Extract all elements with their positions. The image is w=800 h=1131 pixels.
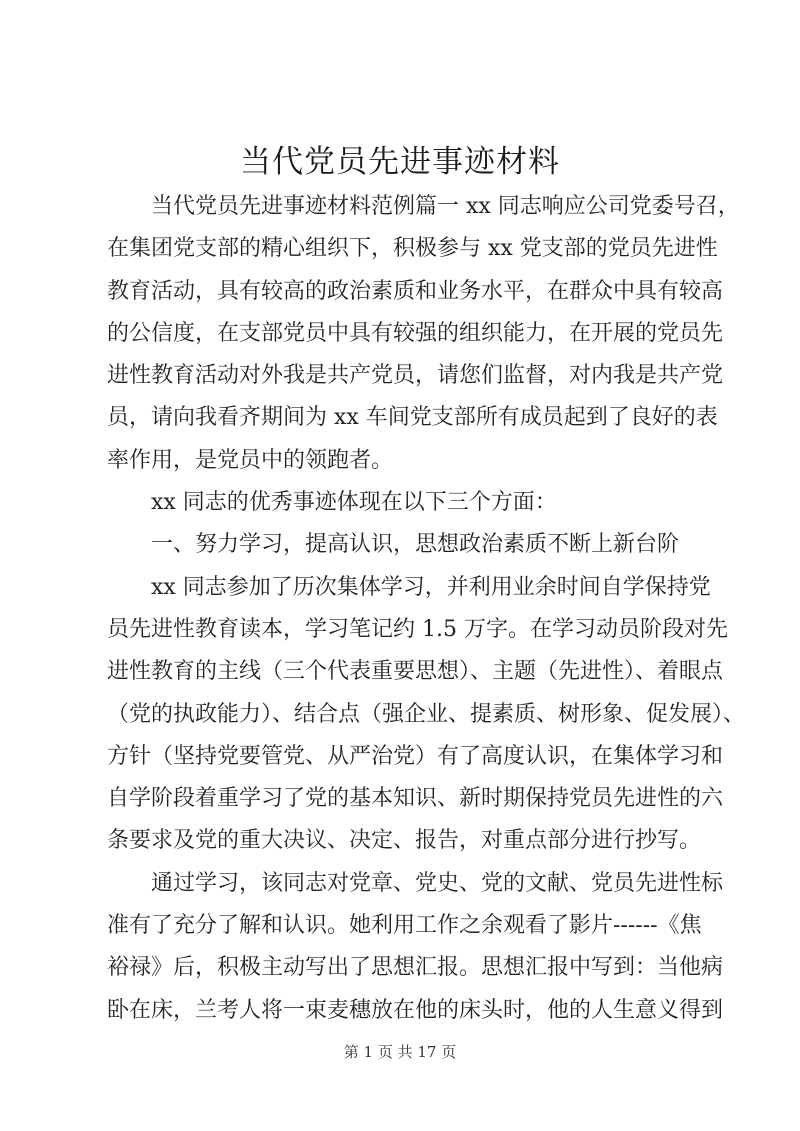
document-title: 当代党员先进事迹材料 bbox=[240, 144, 560, 180]
page-number-footer: 第 1 页 共 17 页 bbox=[343, 1043, 457, 1061]
paragraph-line: 员先进性教育读本，学习笔记约 1.5 万字。在学习动员阶段对先 bbox=[107, 616, 728, 642]
paragraph-line: xx 同志参加了历次集体学习，并利用业余时间自学保持党 bbox=[151, 574, 711, 600]
section-heading: 一、努力学习，提高认识，思想政治素质不断上新台阶 bbox=[151, 532, 680, 558]
paragraph-line: xx 同志的优秀事迹体现在以下三个方面： bbox=[151, 490, 557, 516]
paragraph-line: 自学阶段着重学习了党的基本知识、新时期保持党员先进性的六 bbox=[107, 786, 724, 812]
paragraph-line: 方针（坚持党要管党、从严治党）有了高度认识，在集体学习和 bbox=[107, 743, 724, 769]
paragraph-line: （党的执政能力）、结合点（强企业、提素质、树形象、促发展）、 bbox=[107, 701, 746, 727]
paragraph-line: 员，请向我看齐期间为 xx 车间党支部所有成员起到了良好的表 bbox=[107, 405, 718, 431]
paragraph-line: 在集团党支部的精心组织下，积极参与 xx 党支部的党员先进性 bbox=[107, 236, 718, 262]
paragraph-line: 卧在床，兰考人将一束麦穗放在他的床头时，他的人生意义得到 bbox=[107, 997, 724, 1023]
paragraph-line: 进性教育活动对外我是共产党员，请您们监督，对内我是共产党 bbox=[107, 363, 724, 389]
paragraph-line: 率作用，是党员中的领跑者。 bbox=[107, 447, 394, 473]
paragraph-line: 裕禄》后，积极主动写出了思想汇报。思想汇报中写到：当他病 bbox=[107, 955, 724, 981]
paragraph-line: 准有了充分了解和认识。她利用工作之余观看了影片------《焦 bbox=[107, 913, 702, 939]
paragraph-line: 教育活动，具有较高的政治素质和业务水平，在群众中具有较高 bbox=[107, 278, 724, 304]
document-body bbox=[107, 186, 746, 1032]
paragraph-line: 的公信度，在支部党员中具有较强的组织能力，在开展的党员先 bbox=[107, 320, 724, 346]
paragraph-line: 条要求及党的重大决议、决定、报告，对重点部分进行抄写。 bbox=[107, 828, 702, 854]
paragraph-line: 通过学习，该同志对党章、党史、党的文献、党员先进性标 bbox=[151, 870, 724, 896]
paragraph-line: 进性教育的主线（三个代表重要思想）、主题（先进性）、着眼点 bbox=[107, 659, 724, 685]
paragraph-line: 当代党员先进事迹材料范例篇一 xx 同志响应公司党委号召， bbox=[151, 194, 740, 219]
